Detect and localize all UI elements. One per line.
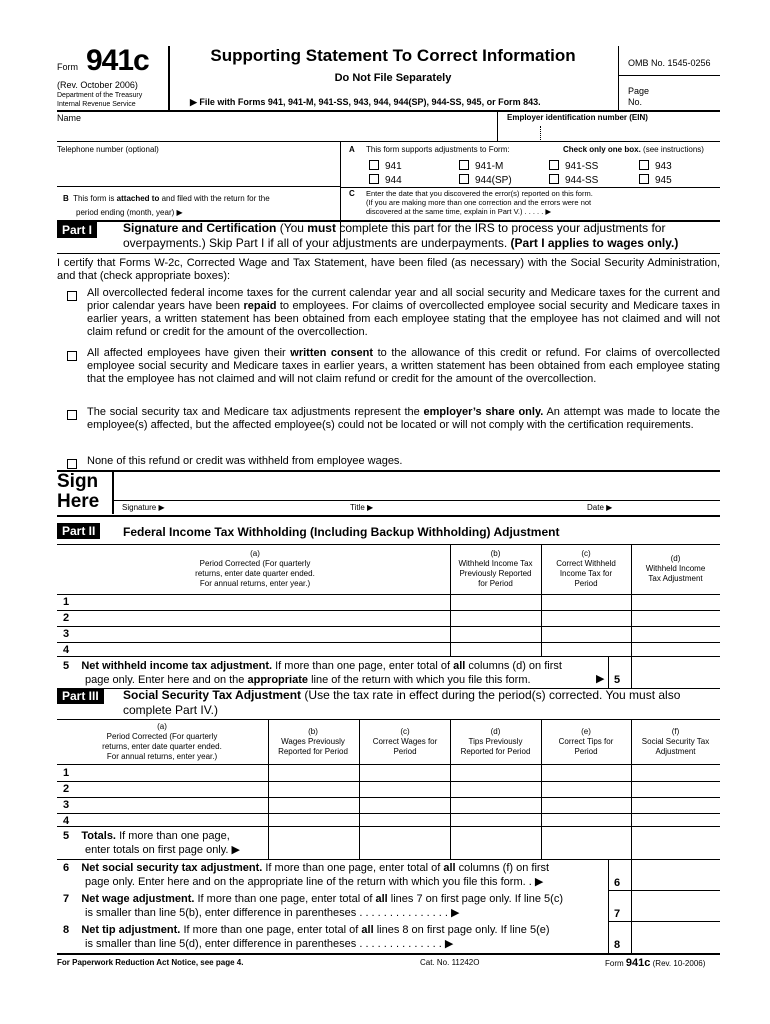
telephone-label: Telephone number (optional) [57,145,159,154]
form-option-941ss[interactable]: 941-SS [549,160,598,172]
p3-line7-input[interactable] [632,892,720,920]
checkbox[interactable] [369,174,379,184]
p3-line6-box: 6 [614,877,621,889]
p2-row-1: 1 [63,596,70,608]
signature-label: Signature ▶ [122,503,165,512]
telephone-input[interactable] [57,156,337,186]
p3-col-b-header: (b) Wages Previously Reported for Period [278,727,348,756]
form-option-945[interactable]: 945 [639,174,672,186]
cert-option-1-checkbox[interactable] [67,287,83,305]
p3-line7-box: 7 [614,908,621,920]
p2-line5-arrow: ▶ [596,673,605,685]
p2-line5-input[interactable] [632,658,720,688]
p2-row-3: 3 [63,628,70,640]
p2-col-c-header: (c) Correct Withheld Income Tax for Period [556,549,616,588]
section-c-text: Enter the date that you discovered the error(s) reported on this form. (If you are making more than one correction and the errors were not discovered at the same time, explain in Part V.) . . . . . ▶ [366,189,593,216]
p3-row-1: 1 [63,767,70,779]
p3-line5: 5 Totals. If more than one page, enter totals on first page only. ▶ [63,830,241,856]
agency: Internal Revenue Service [57,101,136,108]
cert-option-2-text: All affected employees have given their written consent to the allowance of this credit or refund. For claims of overcollected employee social security and Medicare taxes in earlier years, a written statement has been obtained from each employee stating that the employee has not claimed and will not claim refund or credit for the amount of the overcollection. [87,347,720,385]
name-label: Name [57,113,82,123]
section-b-text: B This form is attached to and filed with the return for the [63,194,270,203]
form-option-944ss[interactable]: 944-SS [549,174,598,186]
ein-input[interactable] [505,124,718,141]
p3-line6: 6 Net social security tax adjustment. If more than one page, enter total of all columns (f) on first page only. Enter here and on the appropriate line of the return with which you file this form. . ▶ [63,862,550,888]
omb-number: OMB No. 1545-0256 [628,58,711,68]
form-option-944sp[interactable]: 944(SP) [459,174,512,186]
footer-form-id: Form 941c (Rev. 10-2006) [605,957,706,969]
checkbox[interactable] [459,160,469,170]
p3-line8-input[interactable] [632,923,720,951]
p3-col-e-header: (e) Correct Tips for Period [558,727,614,756]
title-label: Title ▶ [350,503,374,512]
p3-col-f-header: (f) Social Security Tax Adjustment [641,727,710,756]
p3-line6-input[interactable] [632,861,720,889]
catalog-number: Cat. No. 11242O [420,958,480,967]
p2-col-d-header: (d) Withheld Income Tax Adjustment [645,554,706,583]
section-a-label: A [349,145,355,154]
checkbox[interactable] [369,160,379,170]
department: Department of the Treasury [57,92,143,99]
name-input[interactable] [63,124,493,141]
form-option-941[interactable]: 941 [369,160,402,172]
checkbox[interactable] [459,174,469,184]
section-c-label: C [349,189,355,198]
part1-heading: Signature and Certification (You must complete this part for the IRS to process your adjustments for overpayments.) Skip Part I if all of your adjustments are underpayments. (Part I applies to wages only.) [123,221,679,250]
p3-row-2: 2 [63,783,70,795]
cert-option-3-text: The social security tax and Medicare tax adjustments represent the employer’s share only. An attempt was made to locate the employee(s) affected, but the affected employee(s) could not be located or will not comply with the certification requirements. [87,406,721,431]
p2-line5-box: 5 [614,674,621,686]
date-label: Date ▶ [587,503,613,512]
paperwork-notice: For Paperwork Reduction Act Notice, see page 4. [57,958,244,967]
p3-col-d-header: (d) Tips Previously Reported for Period [460,727,531,756]
p3-row-4: 4 [63,815,70,827]
checkbox[interactable] [639,160,649,170]
check-one-note: Check only one box. (see instructions) [563,145,704,154]
part2-label: Part II [57,523,100,539]
revision-date: (Rev. October 2006) [57,80,138,90]
page-label: Page [628,86,650,96]
form-option-943[interactable]: 943 [639,160,672,172]
checkbox[interactable] [639,174,649,184]
certify-statement: I certify that Forms W-2c, Corrected Wage and Tax Statement, have been filed (as necessary) with the Social Security Administration, and that (check appropriate boxes): [57,257,720,282]
p3-col-a-header: (a) Period Corrected (For quarterly returns, enter date quarter ended. For annual returns, enter year.) [102,722,222,761]
section-b-period: period ending (month, year) ▶ [76,208,183,217]
form-subtitle: Do Not File Separately [334,72,452,84]
form-option-941m[interactable]: 941-M [459,160,503,172]
p3-line8: 8 Net tip adjustment. If more than one page, enter total of all lines 8 on first page only. If line 5(e) is smaller than line 5(d), enter difference in parentheses . . . . . . . . . . . . . . ▶ [63,924,550,950]
page-no-label: No. [628,97,643,107]
form-number: 941c [86,44,149,77]
p2-row-2: 2 [63,612,70,624]
p2-col-a-header: (a) Period Corrected (For quarterly returns, enter date quarter ended. For annual returns, enter year.) [195,549,315,588]
p3-line8-box: 8 [614,939,621,951]
p3-line7: 7 Net wage adjustment. If more than one page, enter total of all lines 7 on first page only. If line 5(c) is smaller than line 5(b), enter difference in parentheses . . . . . . . . . . . . . . . ▶ [63,893,563,919]
part3-title: Social Security Tax Adjustment (Use the tax rate in effect during the period(s) corrected. You must also complete Part IV.) [123,688,681,717]
signature-input[interactable] [120,478,720,500]
p2-col-b-header: (b) Withheld Income Tax Previously Reported for Period [458,549,533,588]
cert-option-4-text: None of this refund or credit was withheld from employee wages. [87,455,403,467]
part1-label: Part I [57,222,97,238]
period-ending-input[interactable] [216,206,336,218]
sign-here-label: Sign Here [57,471,100,512]
ein-label: Employer identification number (EIN) [507,113,648,122]
checkbox[interactable] [549,160,559,170]
part2-title: Federal Income Tax Withholding (Including Backup Withholding) Adjustment [123,525,560,539]
cert-option-2-checkbox[interactable] [67,347,83,365]
cert-option-1-text: All overcollected federal income taxes for the current calendar year and all social security and Medicare taxes for the current and prior calendar years have been repaid to employees. For claims of overcollected employee social security and Medicare taxes in earlier years, a written statement has been obtained from each employee stating that the employee has not claimed and will not claim refund or credit for the amount of the overcollection. [87,287,720,338]
form-option-944[interactable]: 944 [369,174,402,186]
p2-line5: 5 Net withheld income tax adjustment. If more than one page, enter total of all columns (d) on first page only. Enter here and on the appropriate line of the return with which you file this form. [63,660,562,686]
section-a-text: This form supports adjustments to Form: [366,145,510,154]
file-with-instruction: ▶ File with Forms 941, 941-M, 941-SS, 943, 944, 944(SP), 944-SS, 945, or Form 843. [190,97,541,107]
form-word: Form [57,62,78,72]
part3-label: Part III [57,688,104,704]
p2-row-4: 4 [63,644,70,656]
checkbox[interactable] [549,174,559,184]
p3-row-3: 3 [63,799,70,811]
p3-col-c-header: (c) Correct Wages for Period [372,727,438,756]
cert-option-3-checkbox[interactable] [67,406,83,424]
form-title: Supporting Statement To Correct Information [210,46,576,65]
